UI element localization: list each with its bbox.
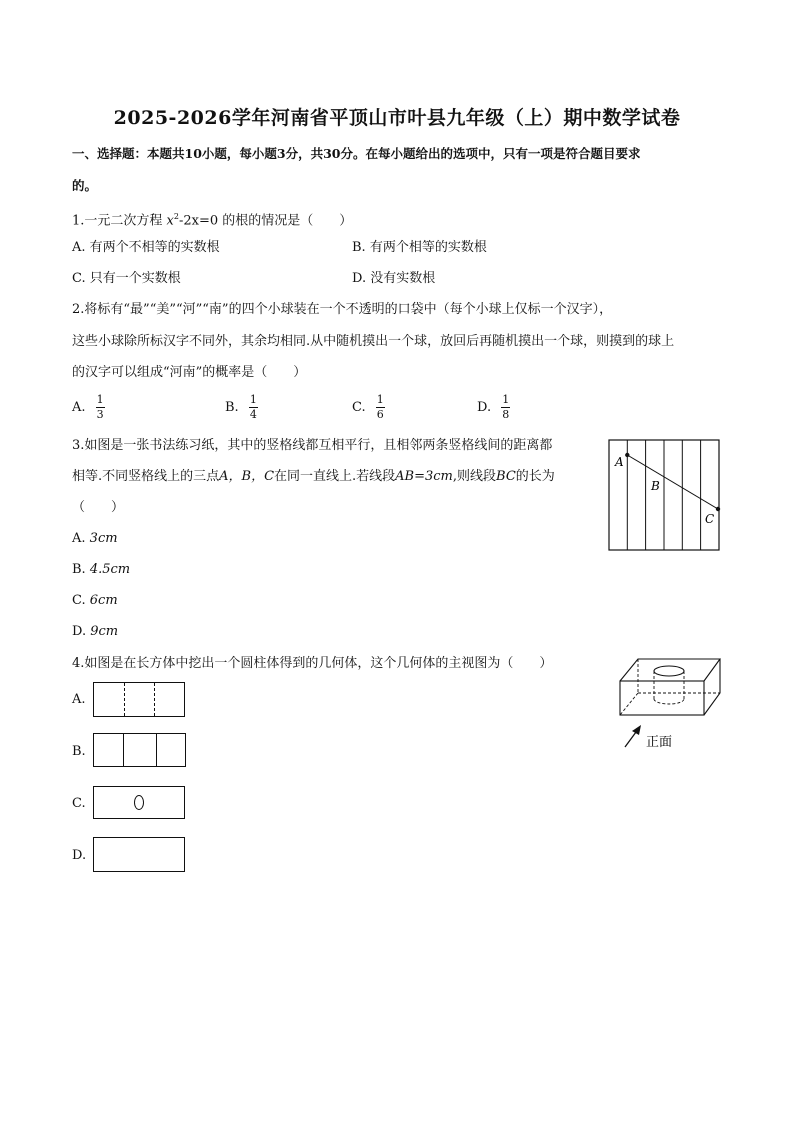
q3-option-b	[72, 561, 130, 579]
q2-option-d-fraction	[501, 394, 510, 421]
q1-option-c: C. 只有一个实数根	[72, 271, 181, 286]
top-face	[620, 659, 720, 681]
q3-bc: BC	[496, 469, 516, 484]
q4-stem: 4.如图是在长方体中挖出一个圆柱体得到的几何体，这个几何体的主视图为（ ）	[72, 656, 553, 671]
dashed-line	[154, 683, 155, 716]
q1-eq-x: x	[166, 213, 174, 229]
q2-option-a	[72, 394, 105, 421]
circle-shape	[134, 795, 144, 810]
q2-option-c	[352, 394, 385, 421]
segment-ac	[627, 455, 718, 509]
q2-stem-line1: 2.将标有“最”“美”“河”“南”的四个小球装在一个不透明的口袋中（每个小球上仅标一个汉字），	[72, 302, 613, 317]
q4-option-c-figure	[93, 786, 185, 819]
cylinder-top	[654, 666, 684, 676]
q4-option-d-label: D.	[72, 848, 87, 863]
q4-option-b-label: B.	[72, 744, 86, 759]
q3-option-c	[72, 592, 118, 610]
q4-option-b-figure	[93, 733, 186, 767]
label-c: C	[705, 512, 715, 526]
fraction-numerator: 1	[249, 393, 257, 406]
q3-option-c-value: 6cm	[89, 593, 118, 608]
q4-option-a-figure	[93, 682, 185, 717]
solid-line	[123, 734, 124, 766]
fraction-numerator: 1	[502, 393, 510, 406]
q3-option-b-value: 4.5cm	[89, 562, 131, 577]
q1-stem-post: 的根的情况是（ ）	[222, 213, 353, 229]
q3-text: ,则线段	[452, 469, 497, 484]
q3-stem-line3: （ ）	[72, 500, 125, 515]
q3-option-d	[72, 623, 118, 641]
q4-figure	[612, 655, 726, 755]
q3-option-d-label: D.	[72, 624, 87, 639]
q1-option-d: D. 没有实数根	[352, 271, 436, 286]
q3-ab-length: AB=3cm	[395, 469, 453, 484]
q4-option-a-label: A.	[72, 692, 86, 707]
fraction-denominator: 3	[96, 408, 104, 421]
q3-stem-line1: 3.如图是一张书法练习纸，其中的竖格线都互相平行，且相邻两条竖格线间的距离都	[72, 438, 553, 453]
q3-text: 相等.不同竖格线上的三点	[72, 469, 220, 484]
q2-option-a-label: A.	[72, 400, 86, 415]
q2-option-b-fraction	[249, 394, 258, 421]
q4-option-d-figure	[93, 837, 185, 872]
q3-option-a-value: 3cm	[89, 531, 118, 546]
q1-stem	[72, 208, 352, 230]
fraction-denominator: 4	[249, 408, 257, 421]
q2-option-d-label: D.	[477, 400, 492, 415]
q3-option-a	[72, 530, 118, 548]
q2-option-a-fraction	[96, 394, 105, 421]
section-heading-cont: 的。	[72, 178, 98, 193]
cylinder-bottom	[654, 699, 684, 704]
label-b: B	[651, 479, 660, 493]
q2-stem-line2: 这些小球除所标汉字不同外，其余均相同.从中随机摸出一个球，放回后再随机摸出一个球，则摸到的球上	[72, 334, 675, 349]
dashed-line	[124, 683, 125, 716]
q1-option-a: A. 有两个不相等的实数根	[72, 240, 220, 255]
q4-option-c-label: C.	[72, 796, 86, 811]
q2-option-b	[225, 394, 258, 421]
q1-eq-rest: -2x=0	[178, 213, 219, 229]
q1-stem-pre: 1.一元二次方程	[72, 213, 163, 229]
front-label: 正面	[646, 735, 673, 750]
label-a: A	[615, 455, 624, 469]
q2-stem-line3: 的汉字可以组成“河南”的概率是（ ）	[72, 365, 307, 380]
fraction-denominator: 6	[376, 408, 384, 421]
q2-option-d	[477, 394, 510, 421]
point-a	[625, 453, 629, 457]
q3-option-b-label: B.	[72, 562, 86, 577]
fraction-numerator: 1	[96, 393, 104, 406]
hidden-edge	[620, 693, 638, 715]
q1-eq-sup: 2	[173, 212, 179, 221]
q3-text: 在同一直线上.若线段	[274, 469, 396, 484]
q2-option-c-label: C.	[352, 400, 366, 415]
fraction-numerator: 1	[376, 393, 384, 406]
q2-option-c-fraction	[376, 394, 385, 421]
q3-figure	[606, 437, 724, 553]
point-c	[716, 507, 720, 511]
q3-stem-line2	[72, 468, 555, 486]
q3-text: 的长为	[515, 469, 555, 484]
q3-points: A，B，C	[219, 469, 275, 484]
page-title: 2025-2026学年河南省平顶山市叶县九年级（上）期中数学试卷	[113, 107, 681, 129]
solid-line	[156, 734, 157, 766]
q1-option-b: B. 有两个相等的实数根	[352, 240, 487, 255]
q3-option-c-label: C.	[72, 593, 86, 608]
fraction-denominator: 8	[502, 408, 510, 421]
q2-option-b-label: B.	[225, 400, 239, 415]
right-face	[704, 659, 720, 715]
section-heading: 一、选择题：本题共10小题，每小题3分，共30分。在每小题给出的选项中，只有一项是符合题目要求	[72, 146, 641, 161]
q3-option-d-value: 9cm	[90, 624, 119, 639]
front-face	[620, 681, 704, 715]
q3-option-a-label: A.	[72, 531, 86, 546]
arrow-head-icon	[632, 725, 641, 735]
